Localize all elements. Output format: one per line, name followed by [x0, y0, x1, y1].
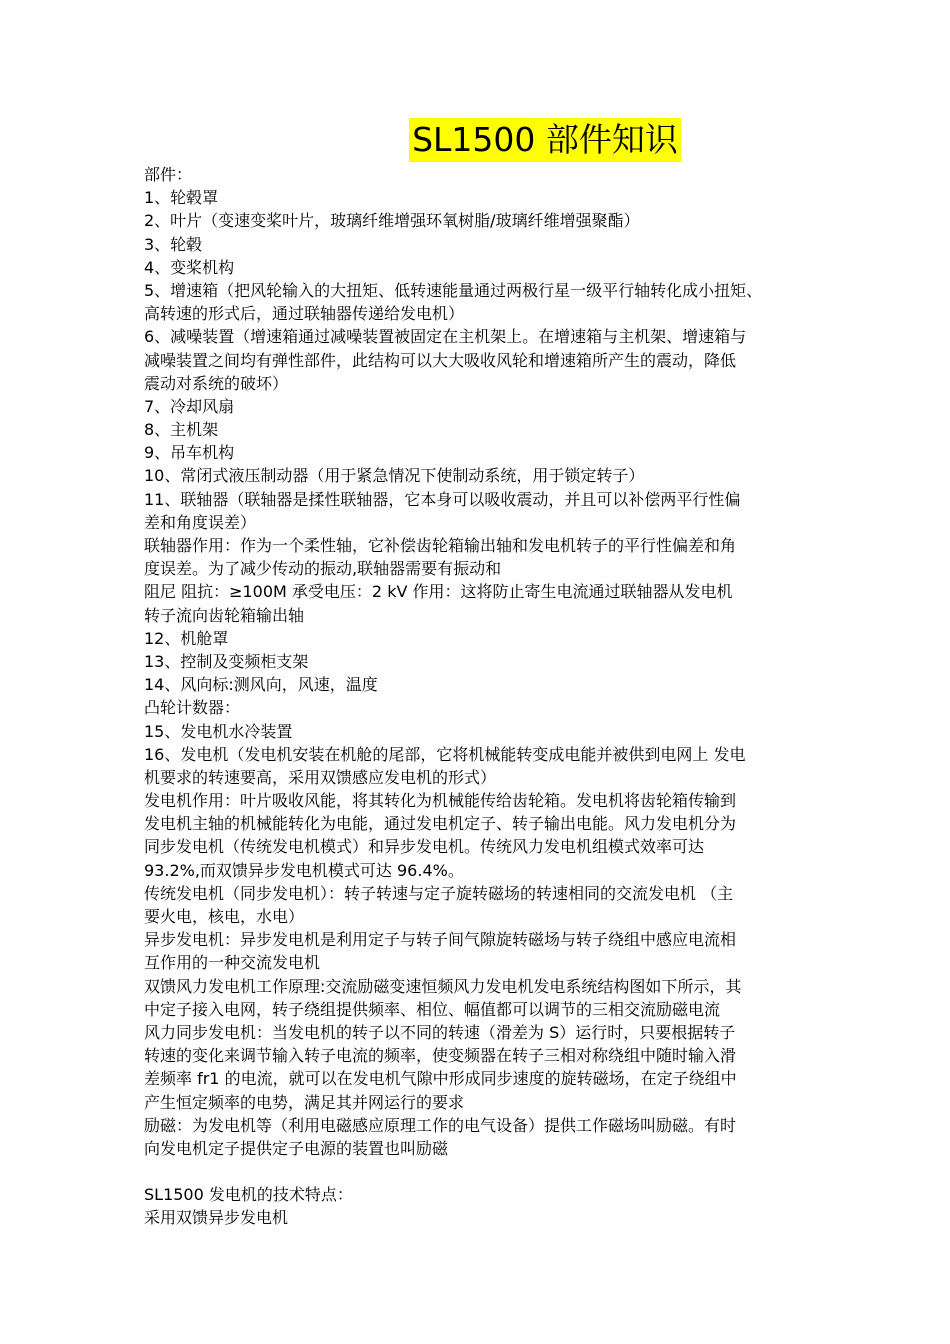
text-line: 12、机舱罩: [144, 628, 229, 648]
text-line: 风力同步发电机：当发电机的转子以不同的转速（滑差为 S）运行时，只要根据转子: [144, 1022, 736, 1042]
text-line: 部件：: [144, 165, 193, 184]
title-wrap: [0, 118, 950, 162]
text-line: 同步发电机（传统发电机模式）和异步发电机。传统风力发电机组模式效率可达: [144, 837, 705, 857]
text-line: 机要求的转速要高，采用双馈感应发电机的形式）: [144, 767, 497, 787]
blank-line: SL1500 发电机的技术特点：: [144, 1185, 353, 1205]
text-line: 互作用的一种交流发电机: [144, 953, 321, 973]
text-line: 11、联轴器（联轴器是揉性联轴器，它本身可以吸收震动，并且可以补偿两平行性偏: [144, 489, 741, 509]
text-line: 震动对系统的破坏）: [144, 373, 289, 393]
text-line: 双馈风力发电机工作原理:交流励磁变速恒频风力发电机发电系统结构图如下所示，其: [144, 976, 742, 996]
text-line: 联轴器作用：作为一个柔性轴，它补偿齿轮箱输出轴和发电机转子的平行性偏差和角: [144, 536, 737, 555]
text-line: 阻尼 阻抗：≥100M 承受电压：2 kV 作用：这将防止寄生电流通过联轴器从发电机: [144, 582, 733, 602]
text-line: 向发电机定子提供定子电源的装置也叫励磁: [144, 1138, 449, 1158]
text-line: 13、控制及变频柜支架: [144, 651, 309, 671]
text-line: 16、发电机（发电机安装在机舱的尾部，它将机械能转变成电能并被供到电网上 发电: [144, 744, 746, 764]
text-line: 传统发电机（同步发电机）：转子转速与定子旋转磁场的转速相同的交流发电机 （主: [144, 883, 734, 903]
text-line: 度误差。为了减少传动的振动,联轴器需要有振动和: [144, 559, 502, 579]
text-line: 14、风向标:测风向，风速，温度: [144, 675, 378, 695]
document-body: [144, 163, 824, 1253]
text-line: [144, 1160, 824, 1183]
text-line: 1、轮毂罩: [144, 188, 219, 208]
text-line: 励磁：为发电机等（利用电磁感应原理工作的电气设备）提供工作磁场叫励磁。有时: [144, 1115, 737, 1135]
text-line: 93.2%,而双馈异步发电机模式可达 96.4%。: [144, 860, 464, 880]
text-line: 4、变桨机构: [144, 257, 235, 277]
text-line: 转子流向齿轮箱输出轴: [144, 605, 305, 625]
text-line: 5、增速箱（把风轮输入的大扭矩、低转速能量通过两极行星一级平行轴转化成小扭矩、: [144, 280, 763, 300]
text-line: 产生恒定频率的电势，满足其并网运行的要求: [144, 1092, 465, 1112]
text-line: 15、发电机水冷装置: [144, 721, 293, 741]
text-line: 6、减噪装置（增速箱通过减噪装置被固定在主机架上。在增速箱与主机架、增速箱与: [144, 327, 747, 347]
text-line: 发电机作用：叶片吸收风能，将其转化为机械能传给齿轮箱。发电机将齿轮箱传输到: [144, 791, 737, 811]
text-line: 2、叶片（变速变桨叶片，玻璃纤维增强环氧树脂/玻璃纤维增强聚酯）: [144, 211, 640, 231]
text-line: 凸轮计数器：: [144, 698, 241, 718]
text-line: 7、冷却风扇: [144, 396, 235, 416]
text-line: 要火电，核电，水电）: [144, 907, 305, 926]
text-line: 差频率 fr1 的电流，就可以在发电机气隙中形成同步速度的旋转磁场，在定子绕组中: [144, 1069, 737, 1089]
text-line: 8、主机架: [144, 420, 219, 440]
document-title: SL1500 部件知识: [409, 118, 681, 162]
text-line: 发电机主轴的机械能转化为电能，通过发电机定子、转子输出电能。风力发电机分为: [144, 814, 737, 834]
text-line: 9、吊车机构: [144, 443, 235, 463]
text-line: 高转速的形式后，通过联轴器传递给发电机）: [144, 304, 465, 324]
text-line: 10、常闭式液压制动器（用于紧急情况下使制动系统，用于锁定转子）: [144, 466, 645, 486]
text-line: 差和角度误差）: [144, 512, 257, 532]
text-line: 转速的变化来调节输入转子电流的频率，使变频器在转子三相对称绕组中随时输入滑: [144, 1046, 737, 1066]
text-line: 异步发电机：异步发电机是利用定子与转子间气隙旋转磁场与转子绕组中感应电流相: [144, 930, 737, 950]
text-line: 采用双馈异步发电机: [144, 1208, 289, 1228]
text-line: 减噪装置之间均有弹性部件，此结构可以大大吸收风轮和增速箱所产生的震动，降低: [144, 350, 737, 370]
text-line: 3、轮毂: [144, 234, 203, 254]
text-line: 中定子接入电网，转子绕组提供频率、相位、幅值都可以调节的三相交流励磁电流: [144, 999, 721, 1019]
text-line: [144, 1230, 824, 1253]
